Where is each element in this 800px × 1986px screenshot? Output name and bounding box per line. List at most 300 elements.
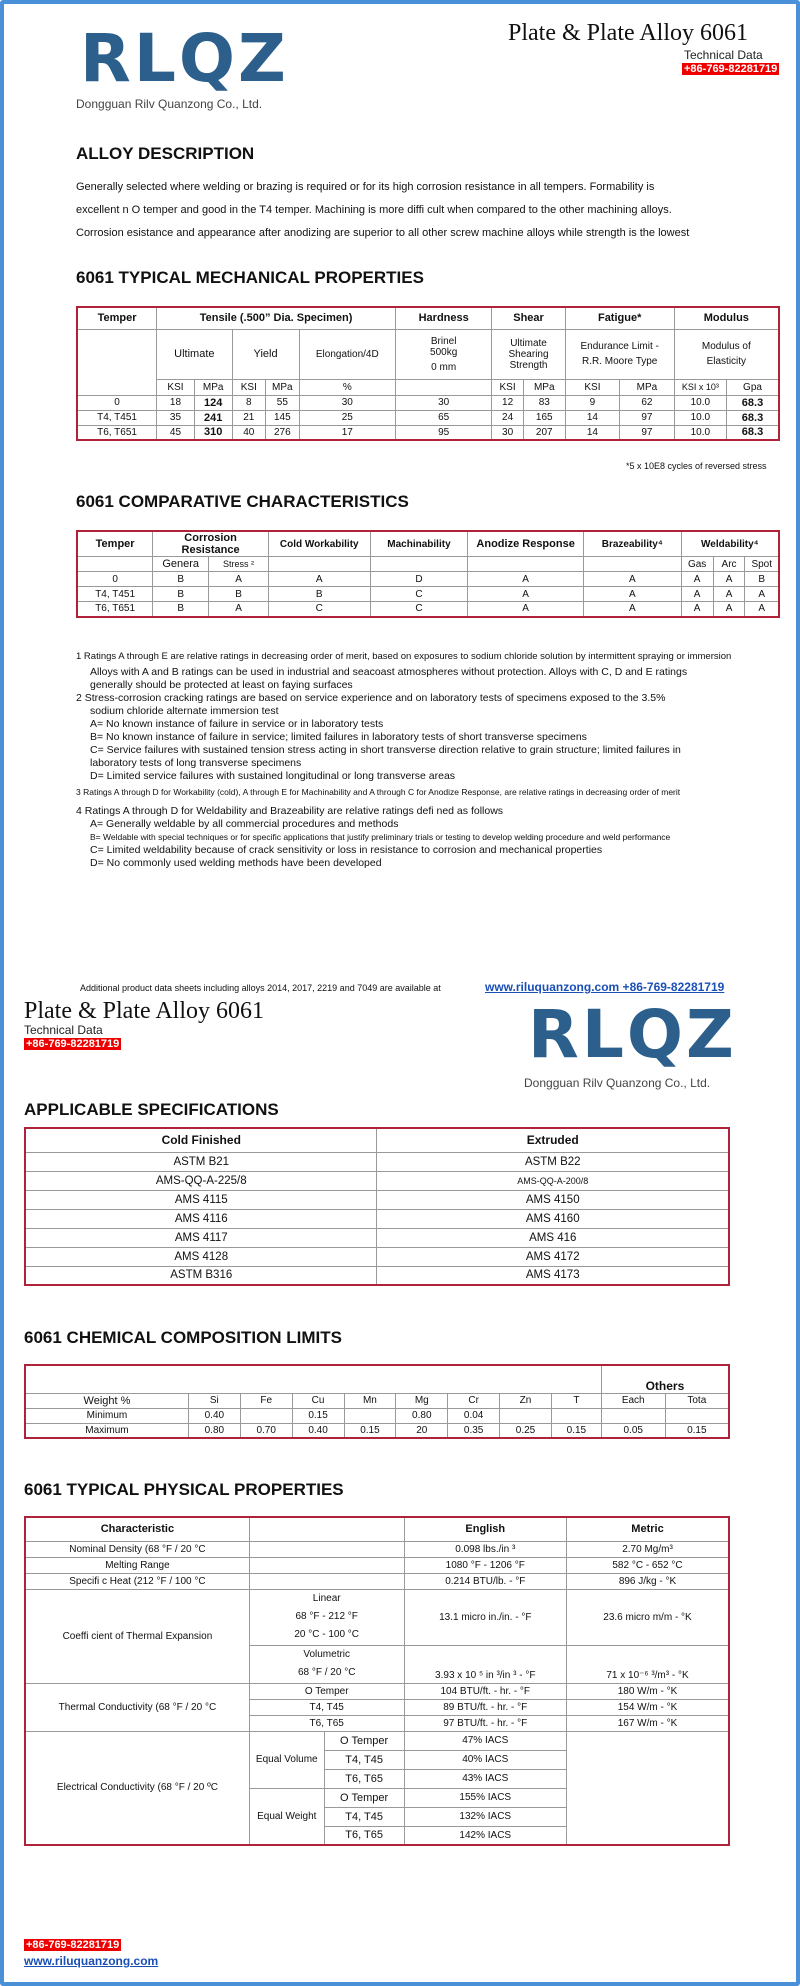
cell: Equal Weight [249,1788,324,1845]
cell [344,1408,396,1423]
cell: A [681,587,713,602]
blank-cell [567,1826,730,1845]
cell: AMS 4150 [377,1190,729,1209]
blank-cell [567,1731,730,1750]
cell: T6, T65 [324,1769,404,1788]
cell: 10.0 [674,425,726,440]
cell [551,1408,601,1423]
note-2-text: D= Limited service failures with sustained longitudinal or long transverse areas [90,770,456,782]
phone-badge: +86-769-82281719 [684,63,778,75]
sub-header: Ultimate [157,329,232,379]
col-header: Brazeability⁴ [583,531,681,557]
cell: 68.3 [727,425,779,440]
cell: 10.0 [674,410,726,425]
cell: 62 [620,395,674,410]
phone-badge-2: +86-769-82281719 [26,1038,120,1050]
cell: T [551,1393,601,1408]
cell: 40 [232,425,266,440]
cell: Cr [448,1393,500,1408]
note-2-text: laboratory tests of long transverse specimens [90,757,302,769]
col-header: Machinability [370,531,468,557]
col-header: Characteristic [25,1517,249,1541]
cell: 241 [194,410,232,425]
cell: 155% IACS [404,1788,566,1807]
cell: A [468,602,584,617]
cell: Coeffi cient of Thermal Expansion [25,1589,249,1683]
comparative-table [76,530,780,618]
cell: 10.0 [674,395,726,410]
section-heading-physical: 6061 TYPICAL PHYSICAL PROPERTIES [24,1480,344,1499]
cell: 154 W/m - °K [567,1699,730,1715]
table-row [25,1589,729,1645]
sub-header: Arc [713,557,745,572]
cell: A [209,572,269,587]
cell: 124 [194,395,232,410]
cell: A [468,587,584,602]
section-heading-comparative: 6061 COMPARATIVE CHARACTERISTICS [76,492,409,511]
mechanical-properties-table [76,306,780,441]
text: 68 °F - 212 °F [295,1611,358,1622]
cell: 1080 °F - 1206 °F [404,1557,566,1573]
cell: 0.214 BTU/lb. - °F [404,1573,566,1589]
cell: 0.35 [448,1423,500,1438]
website-link[interactable]: www.riluquanzong.com +86-769-82281719 [485,980,725,994]
cell: AMS 4173 [377,1266,729,1285]
cell: 45 [157,425,195,440]
cell: 276 [266,425,300,440]
text: 0 mm [431,361,457,373]
note-1: 1 Ratings A through E are relative ratings in decreasing order of merit, based on exposures to sodium chloride solution by intermittent spraying or immersion [76,651,732,662]
cell: Mn [344,1393,396,1408]
table-row [25,1423,729,1438]
cell: 0.05 [601,1423,665,1438]
cell: T4, T45 [249,1699,404,1715]
cell: 142% IACS [404,1826,566,1845]
cell: 20 [396,1423,448,1438]
cell: 30 [299,395,395,410]
note-4-text: A= Generally weldable by all commercial procedures and methods [90,818,399,830]
cell: 0.80 [396,1408,448,1423]
cell: 3.93 x 10 ⁵ in ³/in ³ - °F [404,1645,566,1683]
blank-cell [77,329,157,395]
cell: 83 [523,395,565,410]
technical-data-label: Technical Data [684,48,763,62]
unit: KSI [232,379,266,395]
company-logo: RLQZ [80,20,289,97]
blank-cell [249,1517,404,1541]
others-header: Others [601,1365,729,1393]
cell: 0.04 [448,1408,500,1423]
table-row [25,1557,729,1573]
cell: 0.80 [188,1423,240,1438]
cell: AMS 4116 [25,1209,377,1228]
cell: T6, T65 [324,1826,404,1845]
blank-cell [567,1769,730,1788]
cell: 68.3 [727,410,779,425]
description-line: excellent n O temper and good in the T4 temper. Machining is more diffi cult when compared to the other machining alloys. [76,204,672,216]
col-header: Hardness [395,307,491,329]
blank-cell [25,1365,601,1393]
text: Brinel [430,335,457,347]
doc-title-2: Plate & Plate Alloy 6061 [24,998,264,1024]
cell: Electrical Conductivity (68 °F / 20 ºC [25,1731,249,1845]
cell: Specifi c Heat (212 °F / 100 °C [25,1573,249,1589]
col-header: Temper [77,307,157,329]
sub-header: Genera [153,557,209,572]
cell: O Temper [324,1731,404,1750]
unit: % [299,379,395,395]
cell: A [713,572,745,587]
table-row [77,587,779,602]
cell: T6, T65 [249,1715,404,1731]
col-header: Modulus [674,307,779,329]
note-2-text: C= Service failures with sustained tension stress acting in short transverse direction relative to grain structure; limited failures in [90,744,681,756]
brinel-header [395,329,491,379]
sub-header: Elongation/4D [299,329,395,379]
cell: 2.70 Mg/m³ [567,1541,730,1557]
cell: 18 [157,395,195,410]
cell: 68.3 [727,395,779,410]
cell [601,1408,665,1423]
cell: 896 J/kg - °K [567,1573,730,1589]
cell: T4, T45 [324,1750,404,1769]
company-name-2: Dongguan Rilv Quanzong Co., Ltd. [524,1076,711,1090]
note-2-text: A= No known instance of failure in service or in laboratory tests [90,718,384,730]
table-row [25,1152,729,1171]
cell: 71 x 10⁻⁶ ³/m³ - °K [567,1645,730,1683]
table-row [25,1731,729,1750]
cell: AMS-QQ-A-200/8 [377,1171,729,1190]
cell: Weight % [25,1393,188,1408]
description-text [76,176,776,245]
table-row [25,1209,729,1228]
cell: Maximum [25,1423,188,1438]
cell: 0.15 [665,1423,729,1438]
cell: T4, T45 [324,1807,404,1826]
cell: 582 °C - 652 °C [567,1557,730,1573]
description-line: Corrosion esistance and appearance after anodizing are superior to all other screw machine alloys while strength is the lowest [76,227,690,239]
section-heading-chemical: 6061 CHEMICAL COMPOSITION LIMITS [24,1328,343,1347]
note-1-text: generally should be protected at least on faying surfaces [90,679,353,691]
col-header: Weldability⁴ [681,531,779,557]
cell: Each [601,1393,665,1408]
cell: 14 [565,410,619,425]
blank-cell [268,557,370,572]
cell: 95 [395,425,491,440]
cell: 35 [157,410,195,425]
cell: 0.70 [240,1423,292,1438]
col-header: Corrosion Resistance [153,531,269,557]
cell [240,1408,292,1423]
cell: Cu [292,1393,344,1408]
sub-header: Gas [681,557,713,572]
note-2: 2 Stress-corrosion cracking ratings are based on service experience and on laboratory tests of specimens exposed to the 3.5% [76,692,666,704]
section-heading-specs: APPLICABLE SPECIFICATIONS [24,1100,279,1119]
specifications-table [24,1127,730,1286]
cell: A [583,587,681,602]
cell: 167 W/m - °K [567,1715,730,1731]
cell: 55 [266,395,300,410]
col-header: Extruded [377,1128,729,1152]
doc-title: Plate & Plate Alloy 6061 [508,20,748,46]
unit: Gpa [727,379,779,395]
note-1-text: Alloys with A and B ratings can be used in industrial and seacoast atmospheres without protection. Alloys with C, D and E ratings [90,666,688,678]
endurance-header [565,329,674,379]
cell: 0.40 [188,1408,240,1423]
cell: C [268,602,370,617]
cell: 97 [620,410,674,425]
cell: A [745,587,779,602]
cell: Equal Volume [249,1731,324,1788]
table-row [77,425,779,440]
cell: 0.15 [292,1408,344,1423]
cell: A [681,572,713,587]
unit: MPa [620,379,674,395]
text: Endurance Limit - [580,341,659,352]
cell: Thermal Conductivity (68 °F / 20 °C [25,1683,249,1731]
col-header: Anodize Response [468,531,584,557]
modulus-header [674,329,779,379]
cell: Si [188,1393,240,1408]
cell: 0.40 [292,1423,344,1438]
unit: KSI x 10³ [674,379,726,395]
cell [665,1408,729,1423]
chemical-composition-table [24,1364,730,1439]
cell: O Temper [324,1788,404,1807]
cell: B [745,572,779,587]
unit: KSI [157,379,195,395]
cell: B [209,587,269,602]
table-row [25,1190,729,1209]
cell: B [153,572,209,587]
ushear-header [492,329,565,379]
cell: Melting Range [25,1557,249,1573]
cell: 0 [77,395,157,410]
cell: 43% IACS [404,1769,566,1788]
text: 68 °F / 20 °C [297,1667,356,1678]
cell: T4, T451 [77,587,153,602]
cell: T6, T651 [77,425,157,440]
blank-cell [395,379,491,395]
additional-sheets-text: Additional product data sheets including alloys 2014, 2017, 2219 and 7049 are available at [80,983,441,993]
cell: T6, T651 [77,602,153,617]
note-2-text: sodium chloride alternate immersion test [90,705,279,717]
section-heading-mechanical: 6061 TYPICAL MECHANICAL PROPERTIES [76,268,424,287]
cell: 23.6 micro m/m - °K [567,1589,730,1645]
blank-cell [567,1807,730,1826]
cell: ASTM B316 [25,1266,377,1285]
blank-cell [249,1541,404,1557]
text: Elasticity [706,356,747,367]
cell: 104 BTU/ft. - hr. - °F [404,1683,566,1699]
company-logo-2: RLQZ [528,996,737,1073]
phone-badge-footer: +86-769-82281719 [26,1939,120,1951]
blank-cell [583,557,681,572]
blank-cell [370,557,468,572]
physical-properties-table [24,1516,730,1846]
cell: A [713,587,745,602]
cell: 0.25 [500,1423,552,1438]
cell: O Temper [249,1683,404,1699]
cell: 310 [194,425,232,440]
fatigue-footnote: *5 x 10E8 cycles of reversed stress [626,461,767,471]
note-4: 4 Ratings A through D for Weldability and Brazeability are relative ratings defi ned as follows [76,805,504,817]
unit: MPa [266,379,300,395]
cell: 180 W/m - °K [567,1683,730,1699]
note-4-text: C= Limited weldability because of crack sensitivity or loss in resistance to corrosion and mechanical properties [90,844,603,856]
text: Shearing [508,348,549,360]
cell: Tota [665,1393,729,1408]
col-header: Tensile (.500” Dia. Specimen) [157,307,396,329]
section-heading-description: ALLOY DESCRIPTION [76,144,255,163]
cell: 0 [77,572,153,587]
company-name: Dongguan Rilv Quanzong Co., Ltd. [76,97,263,111]
sub-header: Stress ² [209,557,269,572]
table-row [25,1408,729,1423]
sub-header: Spot [745,557,779,572]
cell: B [153,587,209,602]
text: Linear [312,1593,341,1604]
cell: 0.15 [551,1423,601,1438]
cell: A [681,602,713,617]
note-3: 3 Ratings A through D for Workability (cold), A through E for Machinability and A through C for Anodize Response, are relative ratings in decreasing order of merit [76,787,681,797]
blank-cell [249,1573,404,1589]
col-header: Cold Workability [268,531,370,557]
cell: 132% IACS [404,1807,566,1826]
text: Volumetric [303,1649,351,1660]
cell: A [745,602,779,617]
cell: 8 [232,395,266,410]
blank-cell [567,1750,730,1769]
col-header: English [404,1517,566,1541]
table-row [77,410,779,425]
footnotes [76,650,788,870]
cell: Fe [240,1393,292,1408]
unit: MPa [194,379,232,395]
cell: A [468,572,584,587]
text: 20 °C - 100 °C [294,1629,360,1640]
cell: 30 [492,425,523,440]
cell: 24 [492,410,523,425]
header-row [25,1393,729,1408]
cell: D [370,572,468,587]
text: Modulus of [701,341,751,352]
cell: 0.15 [344,1423,396,1438]
table-row [77,602,779,617]
note-4-text: B= Weldable with special techniques or for specific applications that justify preliminary trials or testing to develop welding procedure and weld performance [90,832,671,842]
table-row [25,1683,729,1699]
website-link-footer[interactable]: www.riluquanzong.com [24,1954,159,1968]
table-row [25,1228,729,1247]
cell: AMS 4160 [377,1209,729,1228]
cell: 12 [492,395,523,410]
cell: 9 [565,395,619,410]
cell: AMS 4172 [377,1247,729,1266]
blank-cell [567,1788,730,1807]
cell [500,1408,552,1423]
cell: Minimum [25,1408,188,1423]
cell: Mg [396,1393,448,1408]
col-header: Temper [77,531,153,557]
cell: A [583,602,681,617]
cell: 13.1 micro in./in. - °F [404,1589,566,1645]
blank-cell [77,557,153,572]
cell: B [153,602,209,617]
technical-data-label-2: Technical Data [24,1023,103,1037]
col-header: Fatigue* [565,307,674,329]
note-4-text: D= No commonly used welding methods have been developed [90,857,382,869]
table-row [77,395,779,410]
cell: 25 [299,410,395,425]
cell: A [713,602,745,617]
blank-cell [249,1557,404,1573]
cell: AMS 4115 [25,1190,377,1209]
cell: 21 [232,410,266,425]
unit: KSI [492,379,523,395]
cell: ASTM B21 [25,1152,377,1171]
cell: 30 [395,395,491,410]
cell: AMS 4117 [25,1228,377,1247]
cell: C [370,602,468,617]
cell: 47% IACS [404,1731,566,1750]
text: Ultimate [510,337,547,349]
cell: A [583,572,681,587]
cell: 97 [620,425,674,440]
linear-cell [249,1589,404,1645]
sub-header: Yield [232,329,299,379]
col-header: Metric [567,1517,730,1541]
cell: 97 BTU/ft. - hr. - °F [404,1715,566,1731]
note-2-text: B= No known instance of failure in service; limited failures in laboratory tests of short transverse specimens [90,731,587,743]
text: 500kg [430,346,458,358]
cell: 0.098 lbs./in ³ [404,1541,566,1557]
cell: A [268,572,370,587]
description-line: Generally selected where welding or brazing is required or for its high corrosion resistance in all tempers. Formability is [76,181,655,193]
cell: 14 [565,425,619,440]
text: R.R. Moore Type [581,356,658,367]
cell: A [209,602,269,617]
cell: AMS 416 [377,1228,729,1247]
cell: B [268,587,370,602]
cell: 207 [523,425,565,440]
text: Strength [509,359,548,371]
table-row [25,1541,729,1557]
unit: MPa [523,379,565,395]
cell: 89 BTU/ft. - hr. - °F [404,1699,566,1715]
cell: ASTM B22 [377,1152,729,1171]
unit: KSI [565,379,619,395]
cell: AMS 4128 [25,1247,377,1266]
col-header: Cold Finished [25,1128,377,1152]
table-row [25,1573,729,1589]
table-row [25,1266,729,1285]
cell: Nominal Density (68 °F / 20 °C [25,1541,249,1557]
col-header: Shear [492,307,565,329]
blank-cell [468,557,584,572]
cell: Zn [500,1393,552,1408]
cell: 40% IACS [404,1750,566,1769]
table-row [25,1171,729,1190]
cell: T4, T451 [77,410,157,425]
cell: AMS-QQ-A-225/8 [25,1171,377,1190]
volumetric-cell [249,1645,404,1683]
cell: 165 [523,410,565,425]
cell: 17 [299,425,395,440]
cell: 145 [266,410,300,425]
cell: C [370,587,468,602]
table-row [25,1247,729,1266]
cell: 65 [395,410,491,425]
